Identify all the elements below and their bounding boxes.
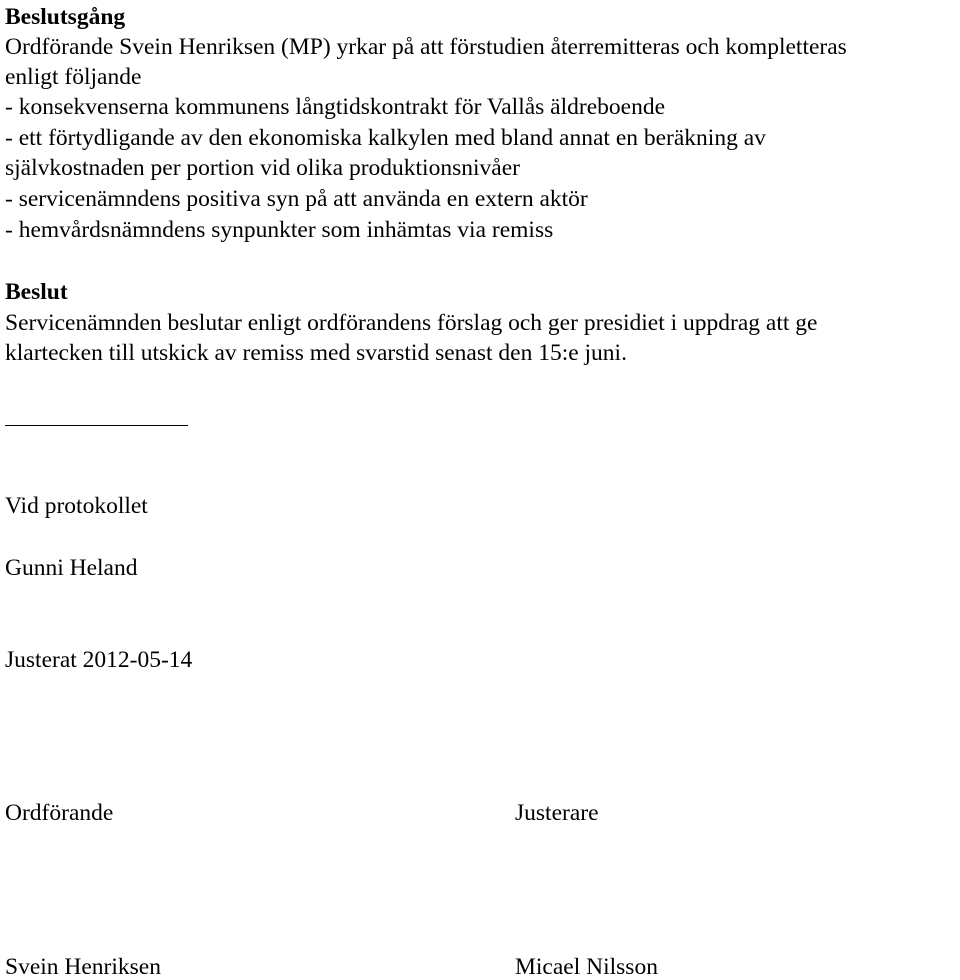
- chair-name: Svein Henriksen: [5, 954, 161, 980]
- decision-line-2: klartecken till utskick av remiss med svarstid senast den 15:e juni.: [5, 340, 627, 366]
- section-heading-beslutsgang: Beslutsgång: [5, 4, 126, 30]
- chair-role-label: Ordförande: [5, 800, 114, 826]
- intro-line-1: Ordförande Svein Henriksen (MP) yrkar på att förstudien återremitteras och kompletteras: [5, 34, 847, 60]
- intro-line-2: enligt följande: [5, 64, 142, 90]
- secretary-name: Gunni Heland: [5, 555, 138, 581]
- justerat-date: Justerat 2012-05-14: [5, 647, 193, 673]
- section-heading-beslut: Beslut: [5, 279, 68, 305]
- list-item-continuation: självkostnaden per portion vid olika produktionsnivåer: [5, 155, 520, 181]
- decision-line-1: Servicenämnden beslutar enligt ordförandens förslag och ger presidiet i uppdrag att ge: [5, 310, 818, 336]
- list-item: - konsekvenserna kommunens långtidskontrakt för Vallås äldreboende: [5, 94, 666, 120]
- list-item: - ett förtydligande av den ekonomiska kalkylen med bland annat en beräkning av: [5, 125, 766, 151]
- separator-line: [5, 425, 188, 426]
- adjuster-name: Micael Nilsson: [515, 954, 658, 980]
- list-item: - hemvårdsnämndens synpunkter som inhämtas via remiss: [5, 217, 554, 243]
- list-item: - servicenämndens positiva syn på att använda en extern aktör: [5, 186, 588, 212]
- adjuster-role-label: Justerare: [515, 800, 599, 826]
- vid-protokollet-label: Vid protokollet: [5, 493, 148, 519]
